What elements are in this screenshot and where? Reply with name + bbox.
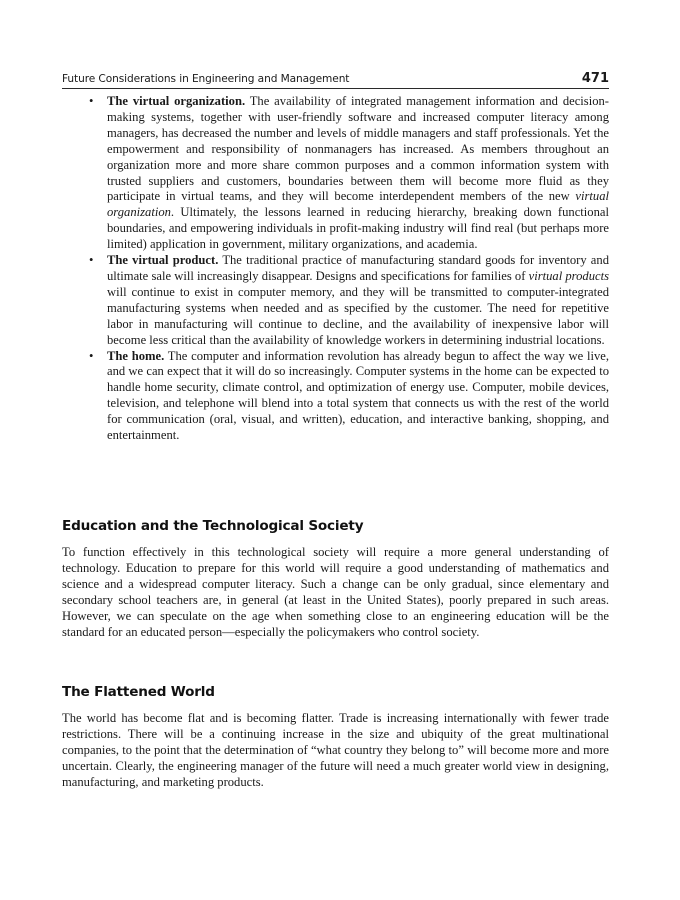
- bullet-italic-term: virtual organization: [107, 189, 609, 220]
- paragraph-flattened-world: The world has become flat and is becoming flatter. Trade is increasing internationally with fewer trade restrictions. There will be a continuing increase in the size and ubiquity of the great multinational companies, to the point that the determination of “what country they belong to” will become more and more uncertain. Clearly, the engineering manager of the future will need a much greater world view in designing, manufacturing, and marketing products.: [62, 711, 609, 789]
- paragraph-education: To function effectively in this technological society will require a more general understanding of technology. Education to prepare for this world will require a good understanding of mathematics and science and a widespread computer literacy. Such a change can be only gradual, since elementary and secondary school teachers are, in general (at least in the United States), poorly prepared in such areas. However, we can speculate on the age when something close to an engineering education will be the standard for an educated person—especially the policymakers who control society.: [62, 545, 609, 639]
- bullet-glyph: •: [89, 348, 94, 363]
- bullet-item-virtual-product: [80, 253, 609, 348]
- running-head-title: Future Considerations in Engineering and Management: [62, 73, 350, 85]
- bullet-list: [80, 94, 609, 444]
- bullet-glyph: •: [89, 253, 94, 268]
- running-head: [62, 68, 609, 89]
- bullet-lead: The virtual organization.: [107, 94, 246, 108]
- bullet-text-continued: will continue to exist in computer memory, and they will be transmitted to computer-integrated manufacturing systems when needed and as specified by the customer. The need for repetitive labor in manufacturing will continue to decline, and the availability of inexpensive labor will become less critical than the availability of knowledge workers in determining industrial locations.: [107, 284, 609, 347]
- page-number: 471: [581, 71, 609, 86]
- bullet-item-virtual-organization: [80, 94, 609, 253]
- bullet-italic-term: virtual products: [528, 268, 609, 283]
- bullet-text: The availability of integrated management information and decision-making systems, together with user-friendly software and increased computer literacy among managers, has decreased the number and levels of middle managers and staff professionals. Yet the empowerment and responsibility of nonmanagers has increased. As members throughout an organization more and more share common purposes and a common information system with trusted suppliers and customers, boundaries between them will become more fluid as they participate in virtual teams, and they will become interdependent members of the new: [107, 94, 609, 204]
- bullet-lead: The virtual product.: [107, 253, 219, 268]
- bullet-text: The computer and information revolution has already begun to affect the way we live, and we can expect that it will do so increasingly. Computer systems in the home can be expected to handle home security, climate control, and optimization of energy use. Computer, mobile devices, television, and telephone will blend into a total system that connects us with the rest of the world for communication (oral, visual, and written), education, and interactive banking, shopping, and entertainment.: [107, 348, 610, 443]
- bullet-lead: The home.: [107, 348, 165, 363]
- bullet-text: The traditional practice of manufacturing standard goods for inventory and ultimate sale will increasingly disappear. Designs and specifications for families of: [107, 253, 609, 283]
- section-heading-education: Education and the Technological Society: [62, 518, 364, 534]
- bullet-text-continued: . Ultimately, the lessons learned in reducing hierarchy, breaking down functional boundaries, and empowering individuals in profit-making industry will find real (but perhaps more limited) application in government, military organizations, and academia.: [107, 205, 609, 252]
- bullet-item-home: [80, 349, 609, 444]
- bullet-glyph: •: [89, 94, 94, 108]
- section-heading-flattened-world: The Flattened World: [62, 684, 215, 700]
